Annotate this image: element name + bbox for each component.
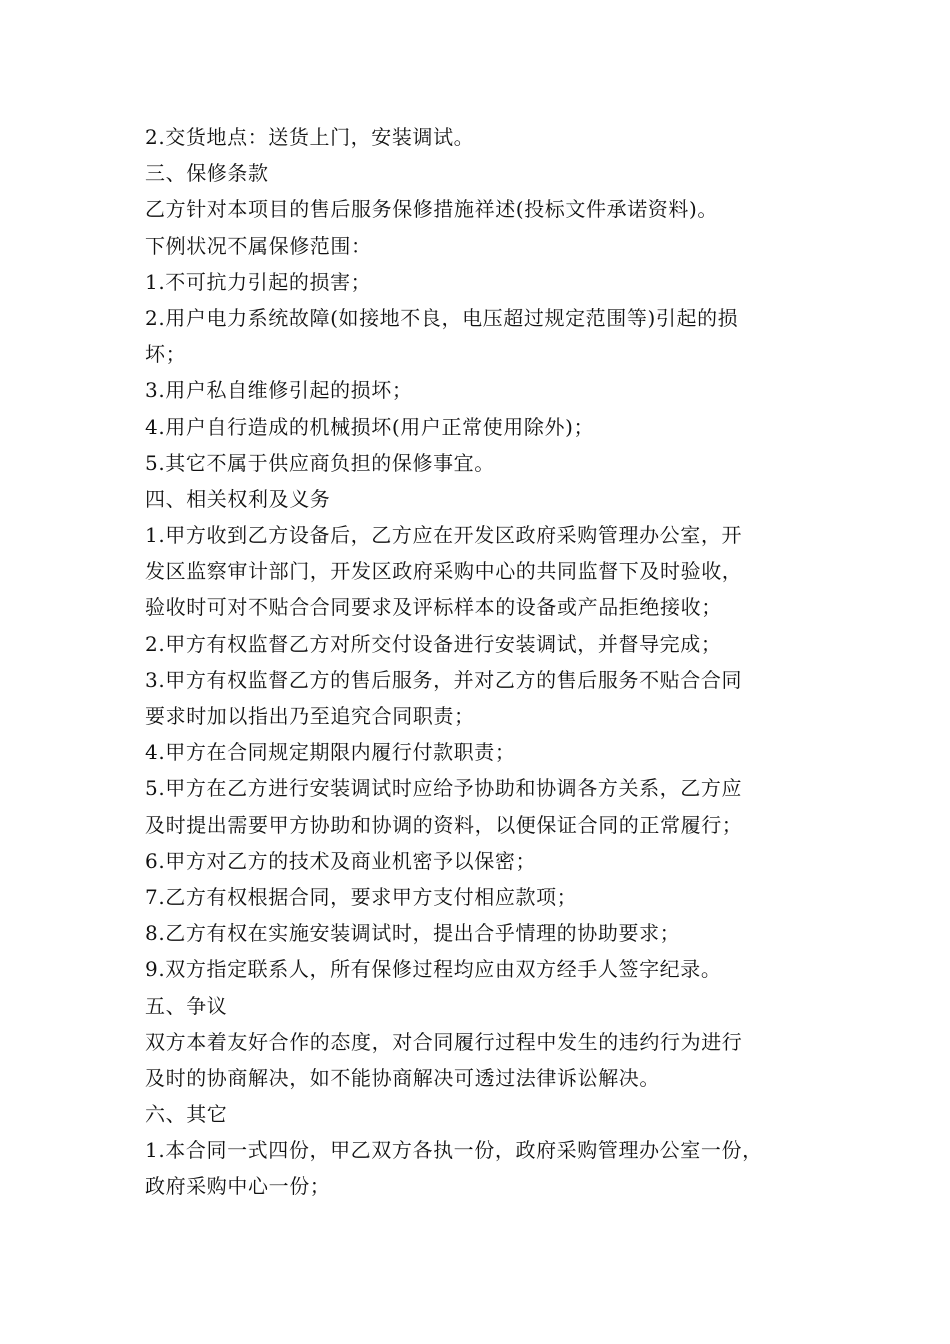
delivery-location-line: 2.交货地点：送货上门，安装调试。: [145, 125, 475, 149]
list-item: 8.乙方有权在实施安装调试时，提出合乎情理的协助要求；: [145, 921, 681, 946]
list-item: 1.不可抗力引起的损害；: [145, 269, 372, 294]
list-item: 1.本合同一式四份，甲乙双方各执一份，政府采购管理办公室一份，: [145, 1138, 763, 1163]
list-item: 3.用户私自维修引起的损坏；: [145, 378, 413, 403]
list-item: 5.甲方在乙方进行安装调试时应给予协助和协调各方关系，乙方应: [145, 776, 743, 801]
list-item: 2.甲方有权监督乙方对所交付设备进行安装调试，并督导完成；: [145, 631, 722, 656]
list-item: 3.甲方有权监督乙方的售后服务，并对乙方的售后服务不贴合合同: [145, 667, 743, 692]
paragraph-line: 及时的协商解决，如不能协商解决可透过法律诉讼解决。: [145, 1065, 660, 1090]
list-item: 4.甲方在合同规定期限内履行付款职责；: [145, 740, 516, 765]
list-item: 6.甲方对乙方的技术及商业机密予以保密；: [145, 848, 537, 873]
paragraph-line: 下例状况不属保修范围：: [145, 233, 372, 258]
list-item-continuation: 政府采购中心一份；: [145, 1174, 331, 1199]
list-item-continuation: 坏；: [145, 342, 187, 367]
document-body: [145, 119, 815, 1205]
list-item: 2.用户电力系统故障(如接地不良，电压超过规定范围等)引起的损: [145, 305, 739, 330]
section-heading-rights-obligations: 四、相关权利及义务: [145, 486, 331, 511]
list-item-continuation: 验收时可对不贴合合同要求及评标样本的设备或产品拒绝接收；: [145, 595, 722, 620]
list-item-continuation: 及时提出需要甲方协助和协调的资料，以便保证合同的正常履行；: [145, 812, 743, 837]
list-item: 5.其它不属于供应商负担的保修事宜。: [145, 450, 495, 475]
section-heading-other: 六、其它: [145, 1102, 228, 1127]
list-item: 7.乙方有权根据合同，要求甲方支付相应款项；: [145, 884, 578, 909]
section-heading-dispute: 五、争议: [145, 993, 228, 1018]
list-item-continuation: 要求时加以指出乃至追究合同职责；: [145, 704, 475, 728]
paragraph-line: 双方本着友好合作的态度，对合同履行过程中发生的违约行为进行: [145, 1029, 743, 1054]
list-item: 9.双方指定联系人，所有保修过程均应由双方经手人签字纪录。: [145, 957, 722, 982]
list-item-continuation: 发区监察审计部门，开发区政府采购中心的共同监督下及时验收，: [145, 559, 743, 584]
paragraph-line: 乙方针对本项目的售后服务保修措施祥述(投标文件承诺资料)。: [145, 197, 719, 222]
list-item: 1.甲方收到乙方设备后，乙方应在开发区政府采购管理办公室，开: [145, 523, 743, 548]
list-item: 4.用户自行造成的机械损坏(用户正常使用除外)；: [145, 414, 595, 439]
section-heading-warranty: 三、保修条款: [145, 161, 269, 186]
